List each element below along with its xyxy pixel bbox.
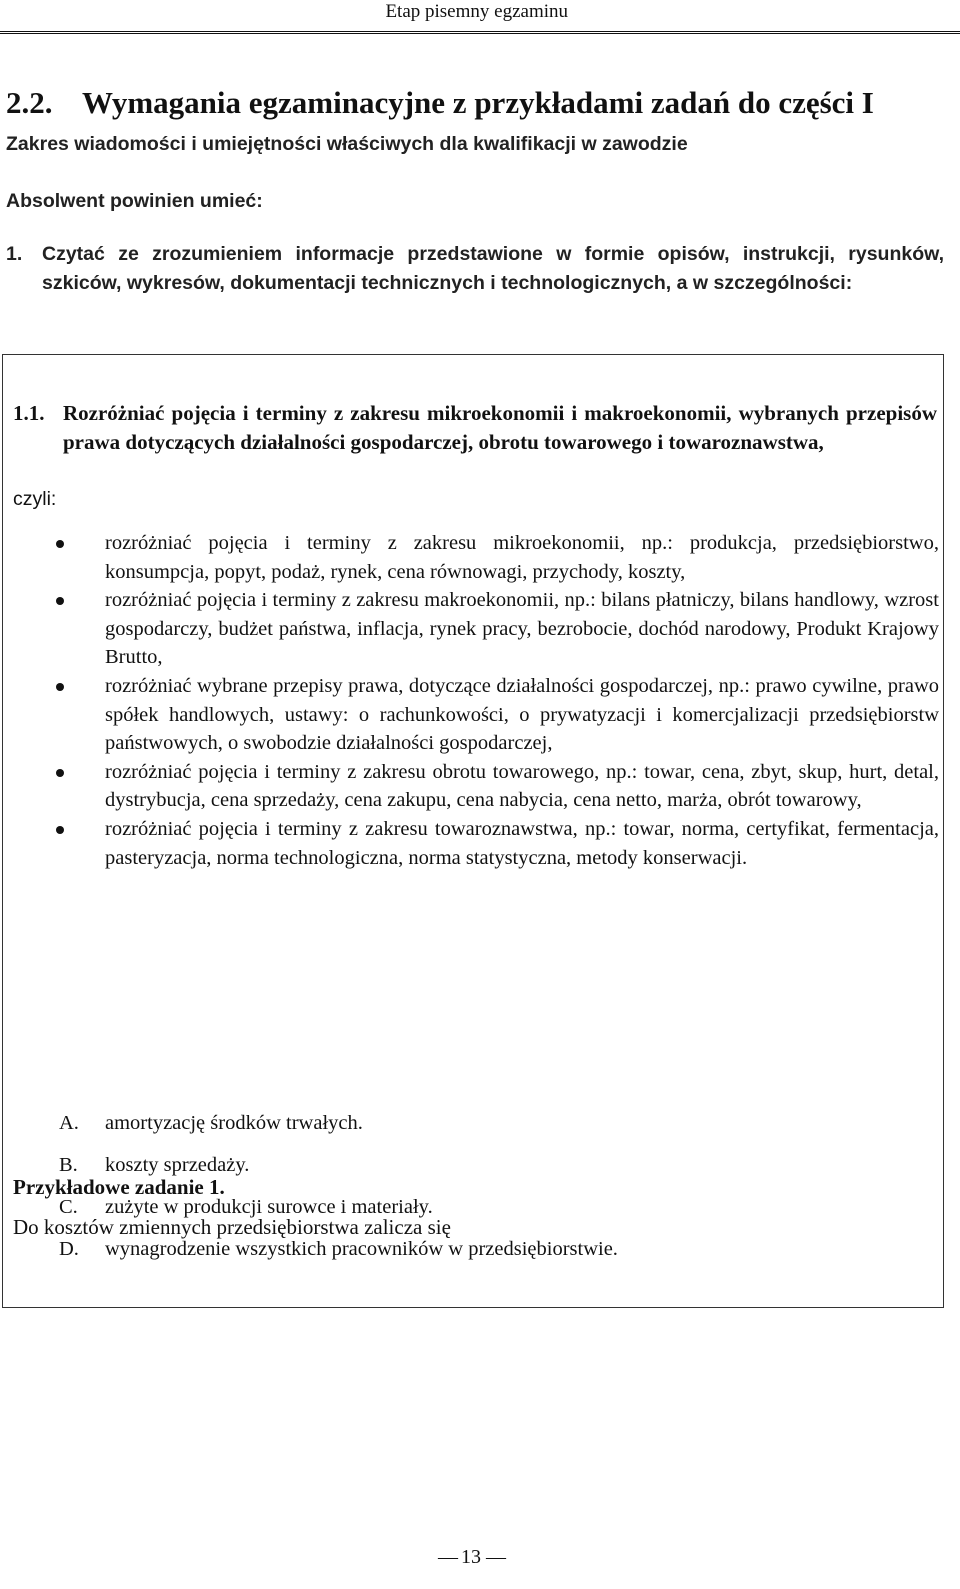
list-item-text: rozróżniać pojęcia i terminy z zakresu obrotu towarowego, np.: towar, cena, zbyt, skup, hurt, detal, dystrybucja, cena sprzedaży, cena zakupu, cena nabycia, cena netto, marża, obrót towarowy, bbox=[105, 760, 939, 812]
scope-statement: Zakres wiadomości i umiejętności właściwych dla kwalifikacji w zawodzie bbox=[6, 133, 688, 155]
sub-skill-text: Rozróżniać pojęcia i terminy z zakresu mikroekonomii i makroekonomii, wybranych przepisów prawa dotyczących działalności gospodarczej, obrotu towarowego i towaroznawstwa, bbox=[63, 401, 937, 454]
header-rule bbox=[0, 31, 960, 34]
skill-number: 1. bbox=[6, 243, 23, 265]
sub-skill bbox=[13, 399, 937, 457]
answer-letter: B. bbox=[59, 1154, 78, 1176]
graduate-statement: Absolwent powinien umieć: bbox=[6, 190, 263, 212]
answer-text: wynagrodzenie wszystkich pracowników w przedsiębiorstwie. bbox=[105, 1238, 618, 1260]
bullet-icon bbox=[56, 826, 64, 834]
list-item bbox=[13, 672, 939, 758]
question-text: Do kosztów zmiennych przedsiębiorstwa zalicza się bbox=[13, 1215, 451, 1239]
skill-text: Czytać ze zrozumieniem informacje przedstawione w formie opisów, instrukcji, rysunków, szkiców, wykresów, dokumentacji technicznych i technologicznych, a w szczególności: bbox=[42, 243, 944, 294]
header-title: Etap pisemny egzaminu bbox=[385, 1, 568, 22]
page-number-value: 13 bbox=[461, 1546, 481, 1568]
list-item-text: rozróżniać wybrane przepisy prawa, dotyczące działalności gospodarczej, np.: prawo cywilne, prawo spółek handlowych, ustawy: o rachunkowości, o prywatyzacji i komercjalizacji przedsiębiorstw państwowych, o swobodzie działalności gospodarczej, bbox=[105, 674, 939, 755]
list-item bbox=[13, 529, 939, 586]
answer-text: amortyzację środków trwałych. bbox=[105, 1112, 363, 1134]
page-number bbox=[438, 1544, 504, 1570]
answer-letter: A. bbox=[59, 1112, 79, 1134]
answer-option-b bbox=[59, 1151, 249, 1179]
bullet-icon bbox=[56, 683, 64, 691]
skill-item bbox=[6, 240, 944, 297]
section-heading bbox=[6, 83, 946, 123]
page-dash-left: — bbox=[438, 1546, 458, 1568]
requirement-list bbox=[13, 529, 939, 872]
answer-letter: C. bbox=[59, 1196, 78, 1218]
answer-text: koszty sprzedaży. bbox=[105, 1154, 250, 1176]
list-item bbox=[13, 586, 939, 672]
example-task-title: Przykładowe zadanie 1. bbox=[13, 1175, 225, 1199]
list-item-text: rozróżniać pojęcia i terminy z zakresu mikroekonomii, np.: produkcja, przedsiębiorstwo, konsumpcja, popyt, podaż, rynek, cena równowagi, przychody, koszty, bbox=[105, 532, 939, 583]
answer-text: zużyte w produkcji surowce i materiały. bbox=[105, 1196, 433, 1218]
answer-option-a bbox=[59, 1109, 363, 1137]
answer-option-d bbox=[59, 1235, 618, 1263]
section-title: Wymagania egzaminacyjne z przykładami zadań do części I bbox=[82, 85, 874, 120]
list-item bbox=[13, 758, 939, 815]
list-item-text: rozróżniać pojęcia i terminy z zakresu towaroznawstwa, np.: towar, norma, certyfikat, fermentacja, pasteryzacja, norma technologiczna, norma statystyczna, metody konserwacji. bbox=[105, 817, 939, 869]
list-item-text: rozróżniać pojęcia i terminy z zakresu makroekonomii, np.: bilans płatniczy, bilans handlowy, wzrost gospodarczy, budżet państwa, inflacja, rynek pracy, bezrobocie, dochód narodowy, Produkt Krajowy Brutto, bbox=[105, 589, 939, 669]
bullet-icon bbox=[56, 597, 64, 605]
answer-letter: D. bbox=[59, 1238, 79, 1260]
page-dash-right: — bbox=[486, 1546, 506, 1568]
bullet-icon bbox=[56, 540, 64, 548]
czyli-label: czyli: bbox=[13, 488, 57, 510]
section-number: 2.2. bbox=[6, 85, 53, 120]
task-box bbox=[2, 354, 944, 1308]
bullet-icon bbox=[56, 769, 64, 777]
answer-option-c bbox=[59, 1193, 433, 1221]
list-item bbox=[13, 815, 939, 872]
sub-skill-number: 1.1. bbox=[13, 401, 45, 425]
